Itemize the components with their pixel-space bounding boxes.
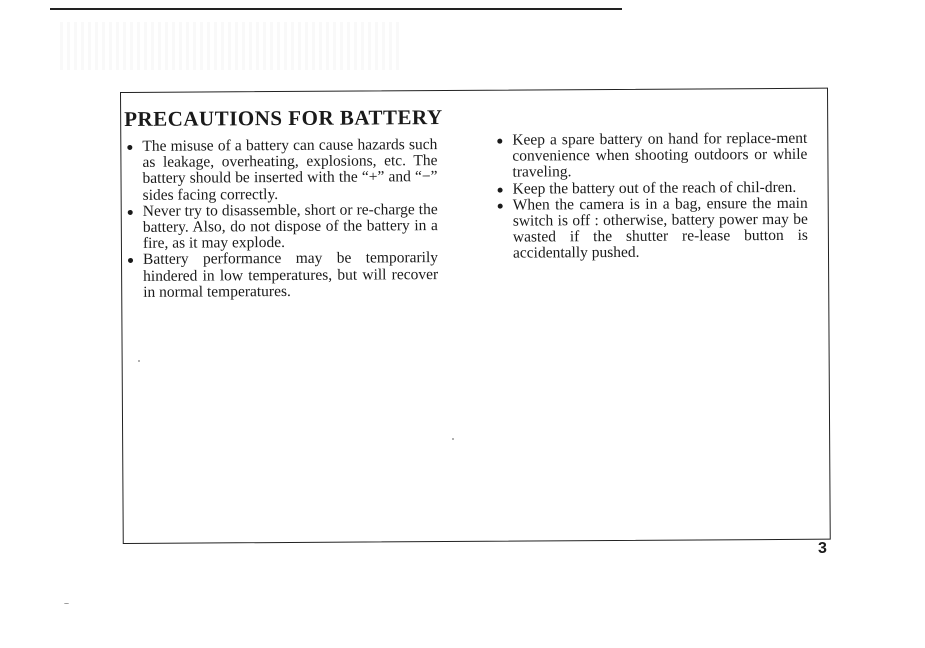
right-column: [495, 131, 808, 263]
list-item: [496, 196, 808, 263]
top-rule: [50, 8, 622, 10]
left-column: [125, 137, 438, 301]
list-item-text: Battery performance may be temporarily hindered in low temperatures, but will recover in normal temperatures.: [142, 249, 439, 301]
page-number: 3: [818, 540, 827, 557]
bullet-icon: [128, 258, 133, 263]
list-item: [495, 131, 807, 182]
scan-speck: [138, 360, 140, 362]
list-item: [125, 137, 437, 204]
list-item-text: Keep a spare battery on hand for replace-ment convenience when shooting outdoors or while traveling.: [512, 129, 808, 182]
list-item-text: The misuse of a battery can cause hazards such as leakage, overheating, explosions, etc. The battery should be inserted with the “+” and “−” sides facing correctly.: [142, 136, 438, 204]
bleed-through-text: [60, 22, 400, 70]
list-item-text: When the camera is in a bag, ensure the main switch is off : otherwise, battery power may be wasted if the shutter re-lease button is accidentally pushed.: [512, 194, 808, 263]
list-item: [126, 202, 438, 253]
precautions-frame: [120, 88, 831, 544]
scan-speck: [452, 438, 454, 440]
list-item: [126, 250, 438, 301]
section-title: PRECAUTIONS FOR BATTERY: [124, 105, 443, 131]
bullet-icon: [127, 145, 132, 150]
bullet-icon: [498, 187, 503, 192]
bullet-icon: [128, 210, 133, 215]
scan-speck: [64, 603, 69, 604]
list-item-text: Never try to disassemble, short or re-charge the battery. Also, do not dispose of the battery in a fire, as it may explode.: [142, 200, 438, 253]
bullet-icon: [497, 139, 502, 144]
list-item-text: Keep the battery out of the reach of chil-dren.: [512, 178, 797, 198]
bullet-icon: [498, 203, 503, 208]
